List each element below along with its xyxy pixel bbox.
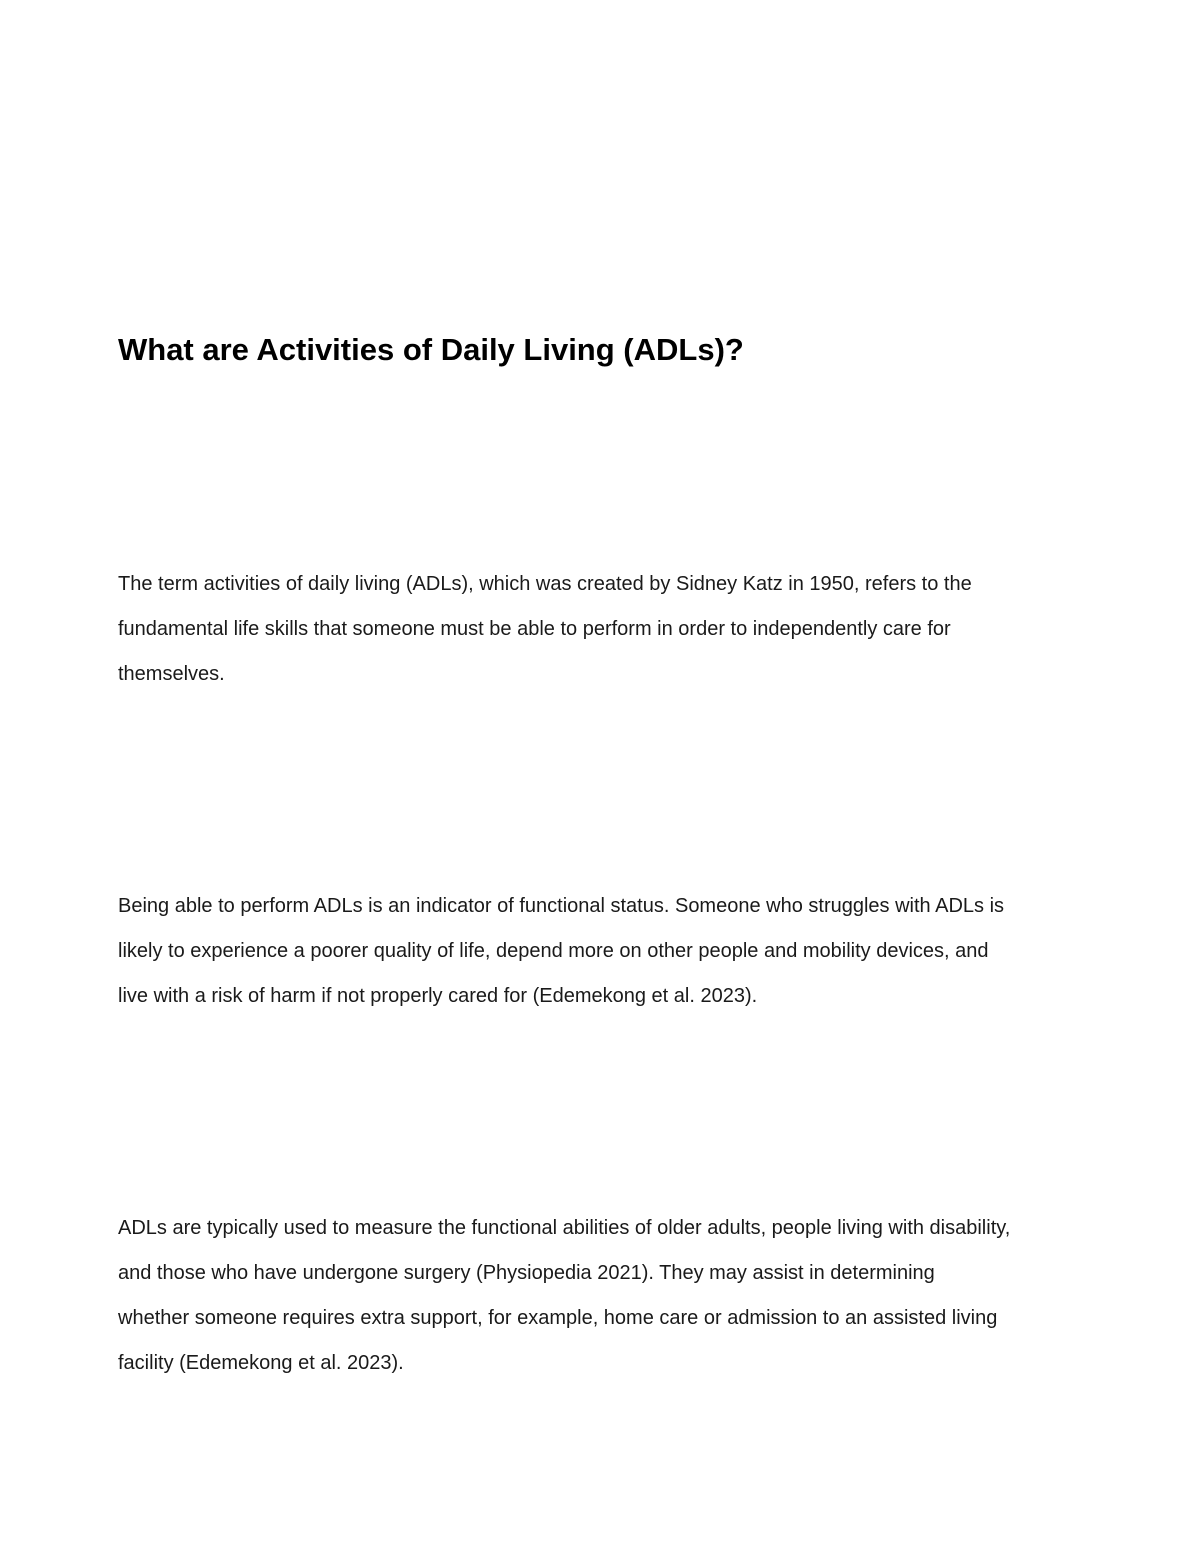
paragraph-functional-status bbox=[118, 884, 1093, 1019]
paragraph-line: ADLs are typically used to measure the functional abilities of older adults, people living with disability, bbox=[118, 1217, 1011, 1239]
paragraph-line: live with a risk of harm if not properly cared for (Edemekong et al. 2023). bbox=[118, 985, 758, 1007]
page-title: What are Activities of Daily Living (ADLs)? bbox=[118, 332, 744, 367]
paragraph-line: themselves. bbox=[118, 663, 225, 685]
paragraph-adl-usage bbox=[118, 1206, 1093, 1386]
paragraph-line: fundamental life skills that someone must be able to perform in order to independently care for bbox=[118, 618, 951, 640]
paragraph-line: facility (Edemekong et al. 2023). bbox=[118, 1352, 404, 1374]
paragraph-line: Being able to perform ADLs is an indicator of functional status. Someone who struggles with ADLs is bbox=[118, 895, 1005, 917]
paragraph-line: likely to experience a poorer quality of life, depend more on other people and mobility devices, and bbox=[118, 940, 989, 962]
paragraph-line: whether someone requires extra support, for example, home care or admission to an assisted living bbox=[118, 1307, 998, 1329]
paragraph-line: and those who have undergone surgery (Physiopedia 2021). They may assist in determining bbox=[118, 1262, 935, 1284]
paragraph-adl-definition bbox=[118, 562, 1093, 697]
paragraph-line: The term activities of daily living (ADLs), which was created by Sidney Katz in 1950, refers to the bbox=[118, 573, 972, 595]
